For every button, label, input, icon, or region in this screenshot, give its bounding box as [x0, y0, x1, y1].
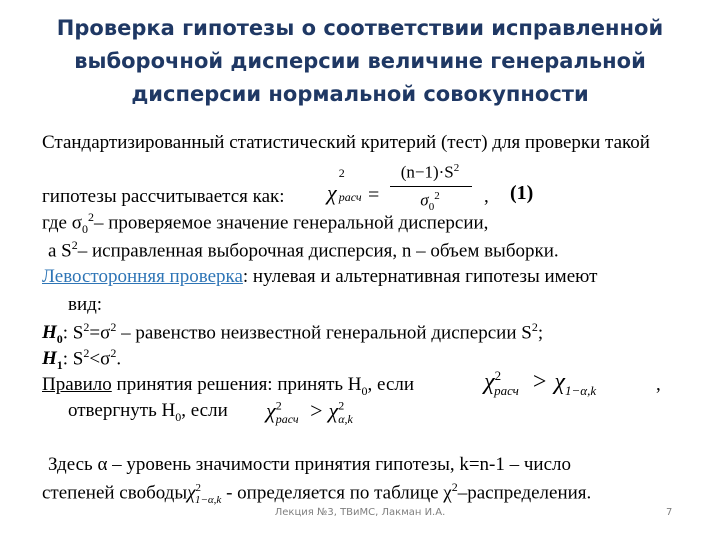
slide-footer: Лекция №3, ТВиМС, Лакман И.А.: [274, 507, 446, 518]
rule-line: Правило принятия решения: принять $H_0$, если: [42, 374, 415, 398]
fraction-bar: [390, 186, 472, 187]
formula-lhs: χ 2 расч: [327, 166, 362, 205]
note-line-1: Здесь α – уровень значимости принятия гипотезы, k=n-1 – число: [48, 454, 572, 475]
formula-numerator: $(n-1)\cdot S^2$: [400, 162, 460, 182]
text-line-4: а $S^2-$ исправленная выборочная дисперсия, n – объем выборки.: [48, 238, 559, 262]
title-line-2: выборочной дисперсии величине генеральной: [74, 49, 646, 73]
hypothesis-h1: $H_1$: $S^2<\sigma^2$.: [42, 346, 122, 373]
page-number: 7: [666, 507, 673, 518]
slide-title: [40, 12, 680, 111]
hypothesis-h0: $H_0$: $S^2=\sigma^2$ – равенство неизвестной генеральной дисперсии $S^2$;: [42, 320, 544, 347]
text-line-2: гипотезы рассчитывается как:: [42, 186, 285, 207]
title-line-1: Проверка гипотезы о соответствии исправленной: [56, 16, 664, 40]
formula-denominator: $\sigma_0^2$: [420, 190, 440, 214]
text-line-6: вид:: [68, 294, 103, 315]
text-line-5: Левосторонняя проверка: нулевая и альтернативная гипотезы имеют: [42, 266, 598, 287]
title-line-3: дисперсии нормальной совокупности: [131, 82, 589, 106]
reject-line: отвергнуть $H_0$, если: [68, 400, 228, 424]
text-line-3: где $\sigma_0^2-$ проверяемое значение генеральной дисперсии,: [42, 210, 489, 237]
accept-condition: $\chi^2_{расч} > \chi_{1-\alpha,k}$: [484, 368, 597, 398]
rule-comma: ,: [656, 374, 661, 395]
text-line-1: Стандартизированный статистический критерий (тест) для проверки такой: [42, 132, 650, 153]
formula-equals: =: [368, 184, 380, 206]
left-sided-test-link[interactable]: Левосторонняя проверка: [42, 266, 243, 287]
note-line-2: степеней свободыχ$^2_{1-\alpha,k}$ - определяется по таблице $\chi^2$–распределения.: [42, 480, 592, 507]
formula-comma: ,: [484, 186, 489, 207]
formula-label: (1): [510, 182, 534, 204]
reject-condition: $\chi^2_{расч} > \chi^2_{\alpha,k}$: [266, 398, 353, 427]
